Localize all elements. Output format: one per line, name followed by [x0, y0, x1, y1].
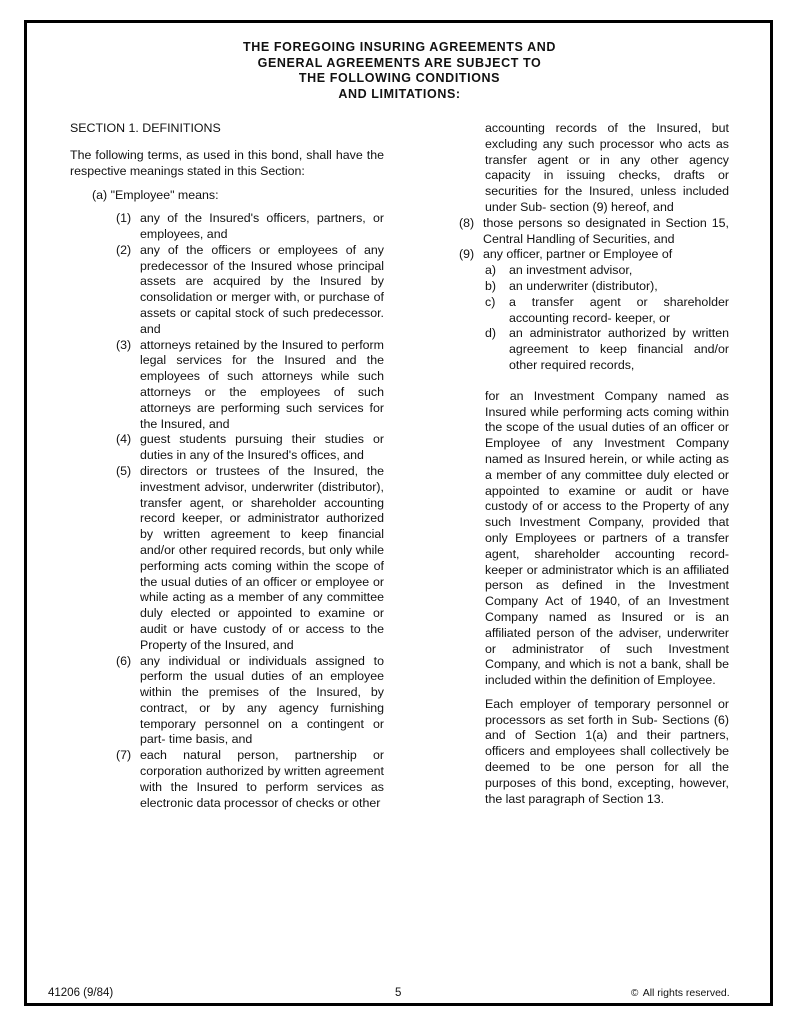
- list-item: [70, 432, 384, 464]
- heading-line: THE FOLLOWING CONDITIONS: [298, 71, 501, 85]
- item-number: (5): [116, 463, 132, 478]
- lettered-item: [485, 295, 729, 327]
- item-text: each natural person, partnership or corporation authorized by written agreement with the Insured to perform services as electronic data processor of checks or other: [140, 748, 384, 810]
- item-text: attorneys retained by the Insured to perform legal services for the Insured and the employees of such attorneys while such attorneys or the employees of such attorneys are performing such services for the Insured, and: [140, 337, 384, 431]
- lettered-item: [485, 263, 729, 279]
- subsection-a-heading: (a) "Employee" means:: [92, 188, 219, 203]
- list-item: [70, 338, 384, 433]
- item-number: (3): [116, 337, 132, 352]
- item-text: a transfer agent or shareholder accounting record- keeper, or: [509, 294, 729, 325]
- heading-line: GENERAL AGREEMENTS ARE SUBJECT TO: [257, 55, 542, 70]
- item-text: guest students pursuing their studies or duties in any of the Insured's offices, and: [140, 432, 384, 463]
- item-number: (8): [459, 215, 475, 230]
- item-number: (6): [116, 653, 132, 668]
- item-number: (1): [116, 211, 132, 226]
- list-item: [70, 211, 384, 243]
- item-letter: a): [485, 263, 497, 278]
- section-intro: The following terms, as used in this bond, shall have the respective meanings stated in this Section:: [70, 147, 384, 178]
- copyright-icon: ©: [631, 988, 639, 999]
- rights-text: All rights reserved.: [642, 987, 730, 999]
- list-item: [70, 748, 384, 811]
- item-number: (4): [116, 432, 132, 447]
- item-number: (9): [459, 247, 475, 262]
- item-text: any of the officers or employees of any predecessor of the Insured whose principal assets are acquired by the Insured by consolidation or merger with, or purchase of assets or capital stock of such predecessor. and: [140, 242, 384, 336]
- item-text: any individual or individuals assigned to perform the usual duties of an employee within the premises of the Insured, by contract, or by any agency furnishing temporary personnel on a contingent or part- time basis, and: [140, 653, 384, 747]
- item-text: any of the Insured's officers, partners, or employees, and: [140, 211, 384, 241]
- item-letter: c): [485, 294, 496, 309]
- list-item: [459, 216, 729, 248]
- heading-line: THE FOREGOING INSURING AGREEMENTS AND: [243, 40, 556, 54]
- form-number: 41206 (9/84): [48, 987, 114, 999]
- section-title: SECTION 1. DEFINITIONS: [70, 121, 221, 135]
- item-letter: b): [485, 278, 497, 293]
- right-column: [459, 121, 729, 807]
- page-number: 5: [395, 987, 402, 999]
- item-text: an investment advisor,: [509, 263, 633, 278]
- list-item: [70, 464, 384, 654]
- item-text: any officer, partner or Employee of: [483, 247, 673, 262]
- temporary-personnel-paragraph: Each employer of temporary personnel or processors as set forth in Sub- Sections (6) and of Section 1(a) and their partners, officers and employees shall collectively be deemed to be one person for all the purposes of this bond, excepting, however, the last paragraph of Section 13.: [485, 696, 729, 806]
- list-item: [70, 243, 384, 338]
- item-text: those persons so designated in Section 15, Central Handling of Securities, and: [483, 215, 729, 246]
- item-number: (2): [116, 242, 132, 257]
- list-item: [459, 247, 729, 263]
- left-column: [70, 121, 384, 811]
- investment-company-paragraph: for an Investment Company named as Insured while performing acts coming within the scope of the usual duties of an officer or Employee of any Investment Company named as Insured herein, or while acting as a member of any committee duly elected or appointed to examine or audit or have custody of or access to the Property of any such Investment Company, provided that only Employees or partners of a transfer agent, shareholder accounting record- keeper or administrator which is an affiliated person as defined in the Investment Company Act of 1940, of an Investment Company named as Insured or is an affiliated person of the adviser, underwriter or administrator of such Investment Company, and which is not a bank, shall be included within the definition of Employee.: [485, 388, 729, 688]
- heading-line: AND LIMITATIONS:: [338, 86, 461, 101]
- continued-text: accounting records of the Insured, but excluding any such processor who acts as transfer agent or in any other agency capacity in issuing checks, drafts or securities for the Insured, unless included under Sub- section (9) hereof, and: [485, 121, 729, 214]
- lettered-item: [485, 279, 729, 295]
- page-heading: [24, 40, 775, 102]
- item-number: (7): [116, 748, 132, 763]
- item-text: an underwriter (distributor),: [509, 278, 658, 293]
- employee-definitions-list: [70, 211, 384, 811]
- lettered-item: [485, 326, 729, 373]
- item-letter: d): [485, 326, 497, 341]
- list-item: [70, 654, 384, 749]
- item-text: directors or trustees of the Insured, the investment advisor, underwriter (distributor), transfer agent, or shareholder accounting record keeper, or administrator authorized by written agreement to keep financial and/or other required records, but only while performing acts coming within the scope of the usual duties of an officer or employee or while acting as a member of any committee duly elected or appointed to examine or audit or have custody of or access to the Property of the Insured, and: [140, 463, 384, 652]
- copyright-notice: [631, 986, 730, 1001]
- item-text: an administrator authorized by written agreement to keep financial and/or other required records,: [509, 326, 729, 372]
